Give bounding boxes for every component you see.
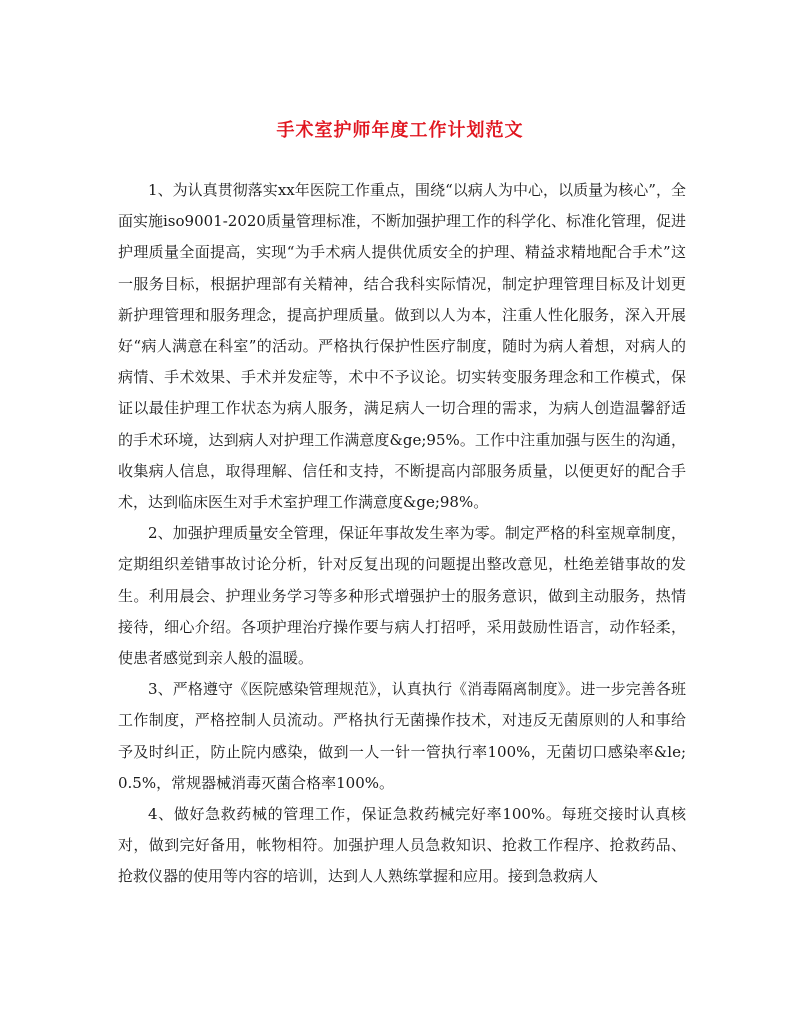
paragraph-4: 4、做好急救药械的管理工作，保证急救药械完好率100%。每班交接时认真核对，做到完好备用，帐物相符。加强护理人员急救知识、抢救工作程序、抢救药品、抢救仪器的使用等内容的培训，达到人人熟练掌握和应用。接到急救病人: [118, 805, 686, 886]
paragraph-1: 1、为认真贯彻落实xx年医院工作重点，围绕“以病人为中心，以质量为核心”，全面实施iso9001-2020质量管理标准，不断加强护理工作的科学化、标准化管理，促进护理质量全面提高，实现“为手术病人提供优质安全的护理、精益求精地配合手术”这一服务目标，根据护理部有关精神，结合我科实际情况，制定护理管理目标及计划更新护理管理和服务理念，提高护理质量。做到以人为本，注重人性化服务，深入开展好“病人满意在科室”的活动。严格执行保护性医疗制度，随时为病人着想，对病人的病情、手术效果、手术并发症等，术中不予议论。切实转变服务理念和工作模式，保证以最佳护理工作状态为病人服务，满足病人一切合理的需求，为病人创造温馨舒适的手术环境，达到病人对护理工作满意度&ge;95%。工作中注重加强与医生的沟通，收集病人信息，取得理解、信任和支持，不断提高内部服务质量，以便更好的配合手术，达到临床医生对手术室护理工作满意度&ge;98%。: [118, 181, 686, 512]
paragraph-3: 3、严格遵守《医院感染管理规范》，认真执行《消毒隔离制度》。进一步完善各班工作制度，严格控制人员流动。严格执行无菌操作技术，对违反无菌原则的人和事给予及时纠正，防止院内感染，做到一人一针一管执行率100%，无菌切口感染率&le;0.5%，常规器械消毒灭菌合格率100%。: [118, 680, 686, 792]
paragraph-2: 2、加强护理质量安全管理，保证年事故发生率为零。制定严格的科室规章制度，定期组织差错事故讨论分析，针对反复出现的问题提出整改意见，杜绝差错事故的发生。利用晨会、护理业务学习等多种形式增强护士的服务意识，做到主动服务，热情接待，细心介绍。各项护理治疗操作要与病人打招呼，采用鼓励性语言，动作轻柔，使患者感觉到亲人般的温暖。: [118, 524, 686, 668]
document-title: 手术室护师年度工作计划范文: [276, 120, 524, 141]
document-body: [118, 175, 686, 893]
